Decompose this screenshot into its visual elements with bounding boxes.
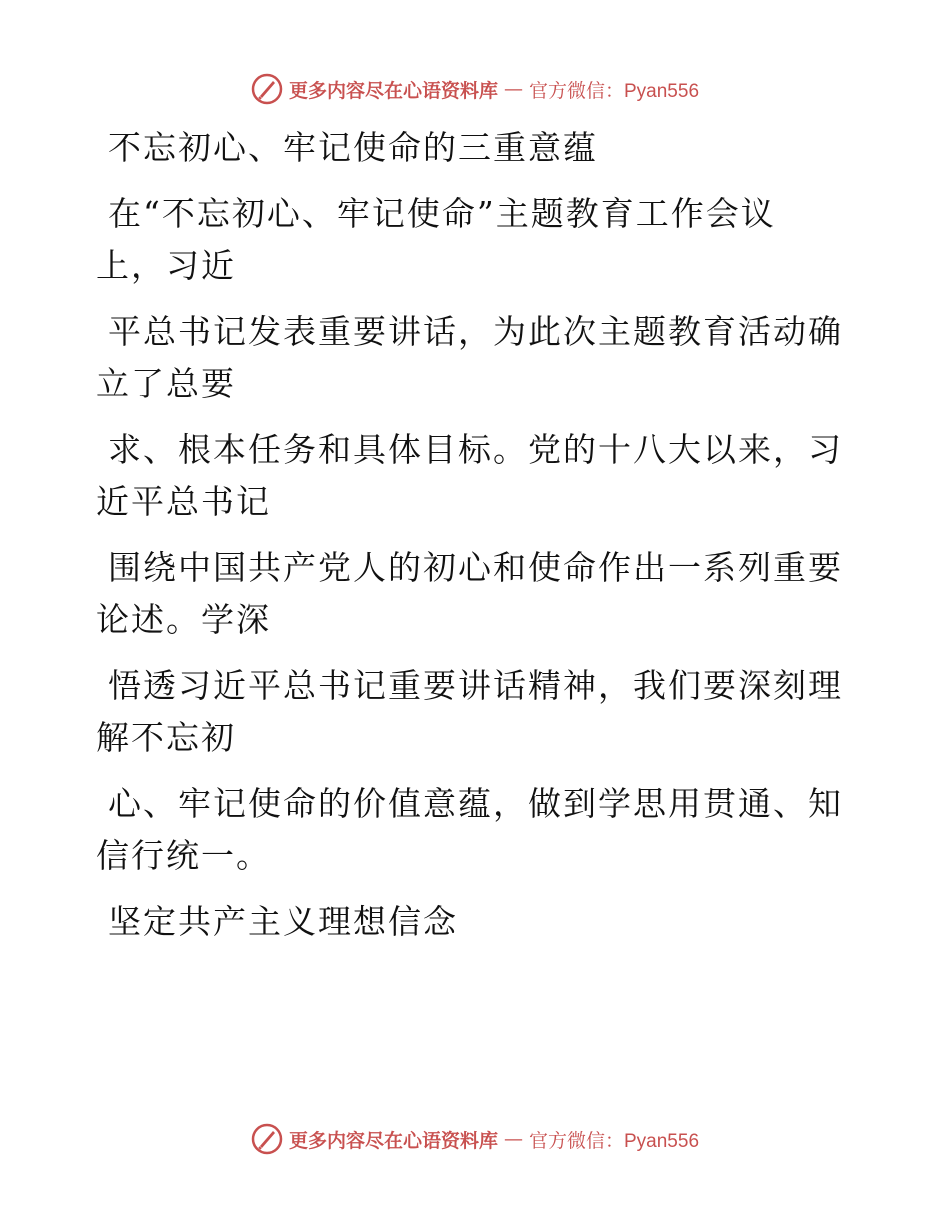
watermark-account-text: 官方微信：Pyan556 (529, 80, 700, 102)
document-body (96, 122, 843, 948)
quill-logo-icon (251, 73, 283, 105)
watermark-separator: — (504, 78, 523, 100)
paragraph-line: 围绕中国共产党人的初心和使命作出一系列重要 (108, 548, 843, 587)
paragraph-line: 解不忘初 (96, 718, 236, 757)
document-title: 不忘初心、牢记使命的三重意蕴 (108, 128, 598, 167)
paragraph-line: 论述。学深 (96, 600, 271, 639)
paragraph-line: 平总书记发表重要讲话，为此次主题教育活动确 (108, 312, 843, 351)
quill-logo-icon (251, 1123, 283, 1155)
paragraph-line: 上，习近 (96, 246, 236, 285)
footer-watermark (0, 1122, 950, 1156)
paragraph-line: 求、根本任务和具体目标。党的十八大以来，习 (108, 430, 843, 469)
watermark-main-text: 更多内容尽在心语资料库 (288, 1129, 498, 1152)
paragraph-line: 近平总书记 (96, 482, 271, 521)
paragraph-line: 在“不忘初心、牢记使命”主题教育工作会议 (108, 194, 776, 233)
paragraph-line: 立了总要 (96, 364, 236, 403)
watermark-main-text: 更多内容尽在心语资料库 (288, 79, 498, 102)
paragraph-line: 心、牢记使命的价值意蕴，做到学思用贯通、知 (108, 784, 843, 823)
paragraph-line: 悟透习近平总书记重要讲话精神，我们要深刻理 (108, 666, 843, 705)
paragraph-line: 信行统一。 (96, 836, 271, 875)
section-heading: 坚定共产主义理想信念 (108, 902, 458, 941)
watermark-account-text: 官方微信：Pyan556 (529, 1130, 700, 1152)
watermark-separator: — (504, 1128, 523, 1150)
header-watermark (0, 72, 950, 106)
